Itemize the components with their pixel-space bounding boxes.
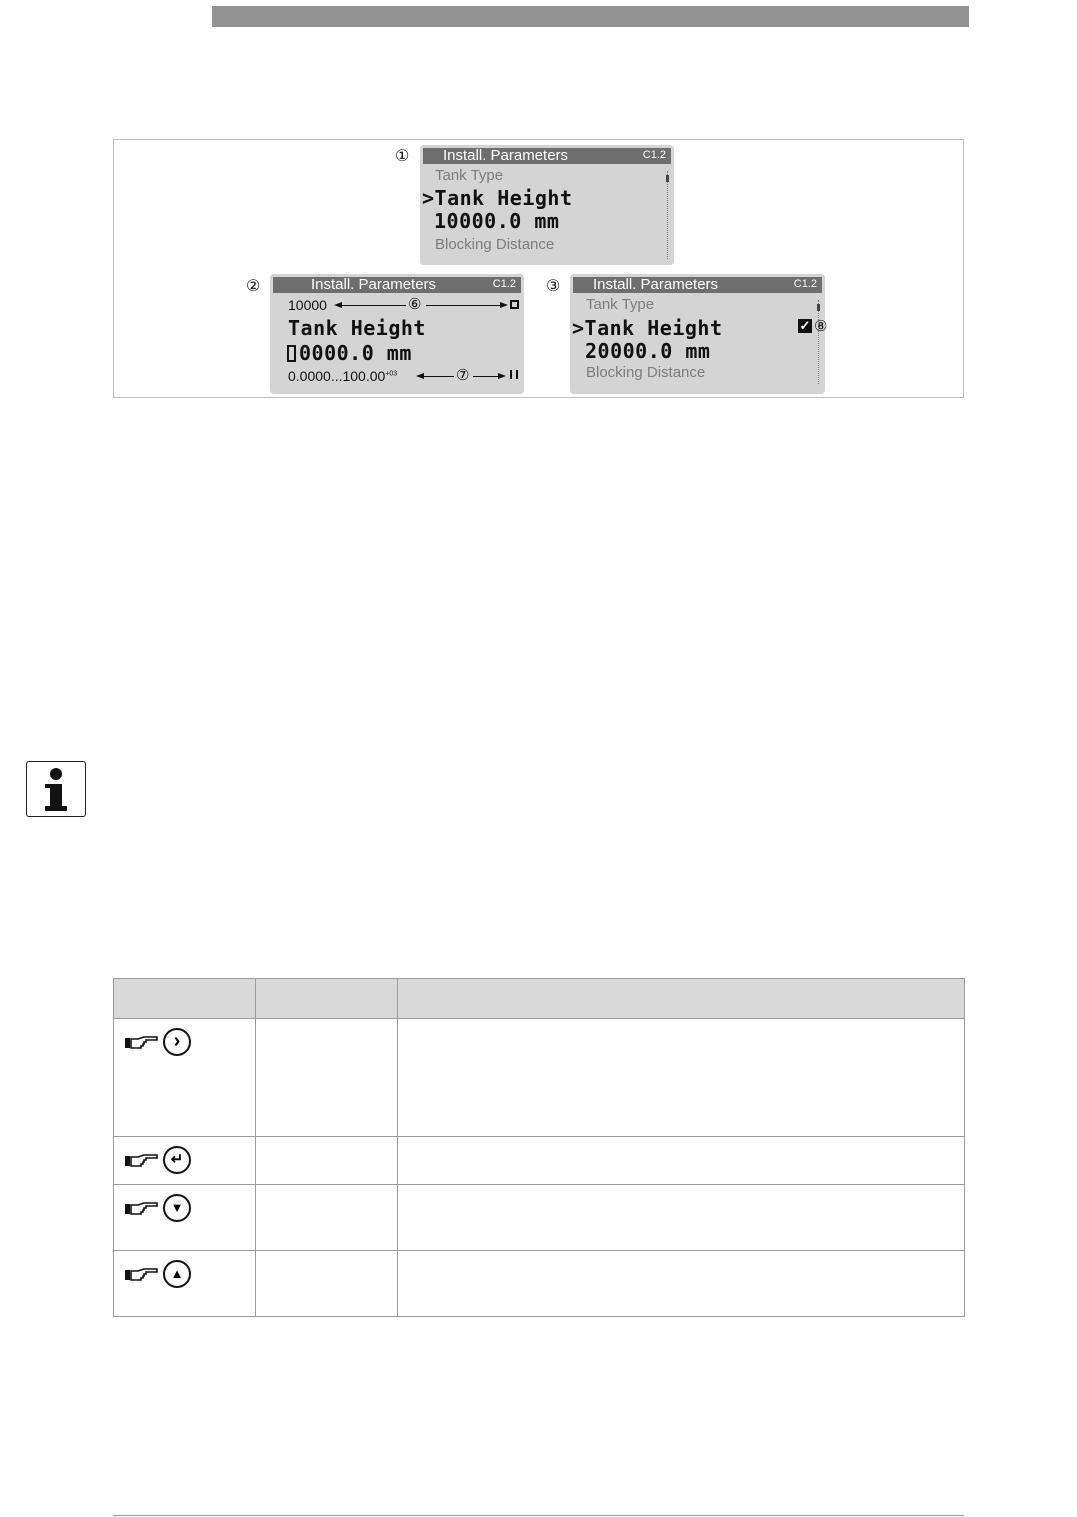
menu-item-selected: >Tank Height: [422, 186, 573, 210]
table-cell: [398, 1185, 965, 1251]
lcd-title: Install. Parameters: [593, 276, 719, 293]
hand-pointer-icon: [124, 1035, 158, 1049]
callout-3: ③: [546, 278, 561, 295]
table-cell: [256, 1137, 398, 1185]
down-key-icon: ▼: [163, 1194, 191, 1222]
lcd-title: Install. Parameters: [443, 147, 569, 164]
cursor-icon: [287, 345, 296, 362]
checkmark-icon: ✓: [799, 318, 811, 333]
lcd-screen-1: [420, 145, 674, 265]
callout-7: ⑦: [456, 367, 470, 384]
hand-pointer-icon: [124, 1153, 158, 1167]
scrollbar-track: [667, 171, 668, 259]
edit-value: 0000.0 mm: [299, 341, 412, 365]
callout-1: ①: [395, 148, 410, 165]
header-bar: [212, 6, 969, 27]
menu-code: C1.2: [642, 149, 666, 161]
table-cell: [398, 1137, 965, 1185]
hand-pointer-icon: [124, 1201, 158, 1215]
table-header-cell: [398, 979, 965, 1019]
menu-code: C1.2: [492, 278, 516, 290]
menu-item-next: Blocking Distance: [435, 236, 555, 253]
callout-2: ②: [246, 278, 261, 295]
key-function-table: [113, 978, 965, 1317]
table-header-cell: [114, 979, 256, 1019]
scrollbar-thumb: [817, 304, 820, 311]
scrollbar-thumb: [666, 175, 669, 182]
up-key-icon: ▲: [163, 1260, 191, 1288]
lcd-title-bar: [573, 277, 822, 293]
lcd-screen-3: [570, 274, 828, 394]
parameter-name: Tank Height: [288, 316, 426, 340]
parameter-value: 20000.0 mm: [585, 339, 711, 363]
scrollbar-track: [818, 300, 819, 384]
key-cell: [114, 1019, 256, 1137]
bracket-marker-icon: [510, 370, 518, 379]
lcd-title: Install. Parameters: [311, 276, 437, 293]
info-icon: [26, 761, 86, 817]
menu-item-prev: Tank Type: [435, 167, 504, 184]
table-row: [114, 1185, 965, 1251]
key-cell: [114, 1137, 256, 1185]
table-cell: [398, 1251, 965, 1317]
key-cell: [114, 1185, 256, 1251]
hand-pointer-icon: [124, 1267, 158, 1281]
pointer-line: [426, 305, 504, 306]
table-cell: [398, 1019, 965, 1137]
table-cell: [256, 1019, 398, 1137]
table-cell: [256, 1185, 398, 1251]
menu-code: C1.2: [793, 278, 817, 290]
menu-item-next: Blocking Distance: [586, 364, 706, 381]
arrow-right-icon: [498, 373, 506, 379]
enter-key-icon: ↵: [163, 1146, 191, 1174]
callout-8: ⑧: [814, 318, 828, 335]
table-cell: [256, 1251, 398, 1317]
arrow-right-icon: [500, 302, 508, 308]
right-key-icon: ›: [163, 1028, 191, 1056]
value-range: $0.0000...100.00^{+03}$: [288, 368, 398, 384]
menu-item-prev: Tank Type: [586, 296, 655, 313]
footer-rule: [113, 1515, 964, 1516]
table-row: [114, 1137, 965, 1185]
key-cell: [114, 1251, 256, 1317]
table-header-row: [114, 979, 965, 1019]
square-marker-icon: [510, 300, 519, 309]
parameter-value: 10000.0 mm: [434, 209, 560, 233]
lcd-title-bar: [423, 148, 671, 164]
lcd-title-bar: [273, 277, 521, 293]
previous-value: 10000: [288, 297, 327, 313]
menu-item-selected: >Tank Height: [572, 316, 723, 340]
table-row: [114, 1019, 965, 1137]
pointer-line: [340, 305, 406, 306]
display-figure: [113, 139, 964, 398]
table-header-cell: [256, 979, 398, 1019]
lcd-screen-2: [270, 274, 524, 394]
callout-6: ⑥: [408, 296, 422, 313]
table-row: [114, 1251, 965, 1317]
pointer-line: [422, 376, 454, 377]
